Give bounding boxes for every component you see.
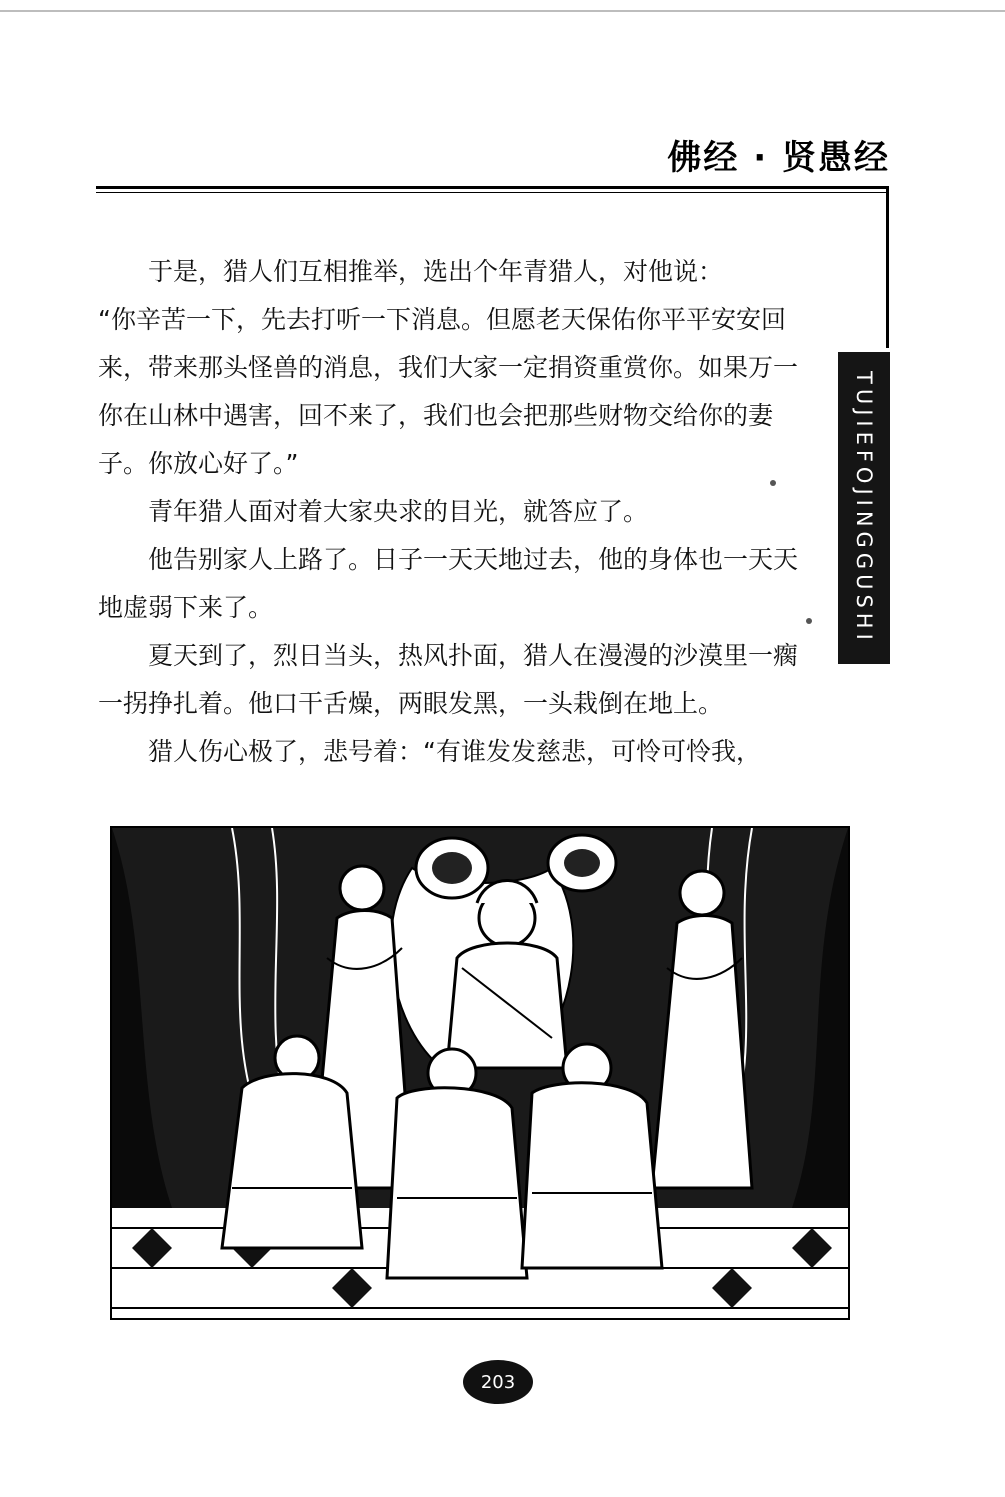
header-rule [96,186,888,189]
top-border-line [0,10,1005,12]
story-illustration [110,826,850,1320]
paragraph: 猎人伤心极了，悲号着：“有谁发发慈悲，可怜可怜我， [148,737,761,766]
side-label-text: TUJIEFOJINGGUSHI [852,371,876,645]
header-vertical-rule [886,186,889,348]
paragraph: 他告别家人上路了。日子一天天地过去，他的身体也一天天地虚弱下来了。 [98,545,799,622]
paragraph: 青年猎人面对着大家央求的目光，就答应了。 [148,497,649,526]
side-label-tab [838,352,890,664]
book-title: 佛经 · 贤愚经 [667,138,890,178]
story-text [98,248,798,776]
page-number: 203 [463,1360,533,1404]
scan-speck [806,618,812,624]
paragraph: 夏天到了，烈日当头，热风扑面，猎人在漫漫的沙漠里一瘸一拐挣扎着。他口干舌燥，两眼发黑，一头栽倒在地上。 [98,641,799,718]
paragraph: “你辛苦一下，先去打听一下消息。但愿老天保佑你平平安安回来，带来那头怪兽的消息，我们大家一定捐资重赏你。如果万一你在山林中遇害，回不来了，我们也会把那些财物交给你的妻子。你放心好了。” [98,305,799,478]
illustration-drawing [112,828,848,1318]
scan-speck [770,480,776,486]
paragraph: 于是，猎人们互相推举，选出个年青猎人，对他说： [148,257,724,286]
header-rule-thin [96,192,888,193]
